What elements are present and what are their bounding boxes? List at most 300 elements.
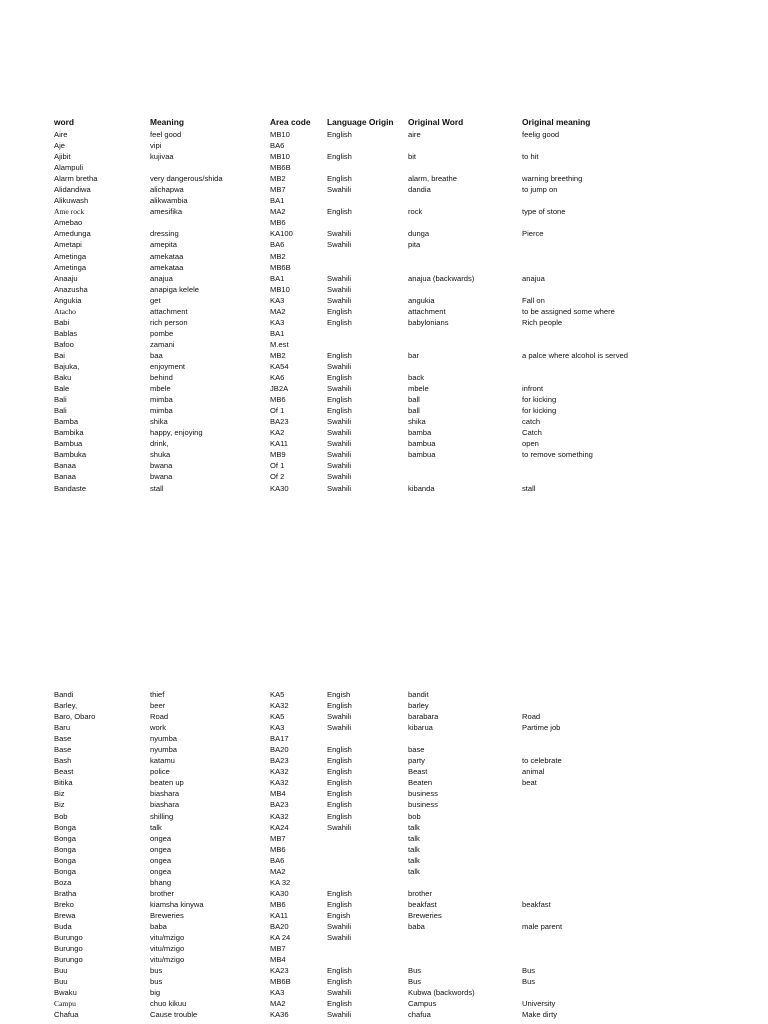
original-word-cell [408, 217, 522, 228]
area-code-cell: MA2 [270, 866, 286, 876]
meaning-cell: alichapwa [150, 185, 184, 195]
word-cell: Bai [54, 350, 65, 360]
table-row [54, 383, 754, 394]
table-row [54, 833, 754, 844]
original-word-cell: babylonians [408, 317, 449, 327]
language-origin-cell: Swahili [327, 450, 352, 460]
original-meaning-cell [522, 866, 752, 877]
meaning-cell: shuka [150, 450, 171, 460]
table-row [54, 173, 754, 184]
table-row [54, 788, 754, 799]
table-row [54, 449, 754, 460]
original-meaning-cell: Fall on [522, 295, 545, 305]
original-meaning-cell [522, 788, 752, 799]
word-cell: Alarm bretha [54, 174, 98, 184]
table-row [54, 965, 754, 976]
original-word-cell: talk [408, 833, 420, 843]
language-origin-cell: English [327, 745, 352, 755]
table-row [54, 822, 754, 833]
language-origin-cell: Swahili [327, 472, 352, 482]
header-meaning: Meaning [150, 117, 184, 127]
original-meaning-cell: male parent [522, 921, 563, 931]
table-row [54, 460, 754, 471]
word-table-part-1 [54, 116, 754, 494]
language-origin-cell: English [327, 999, 352, 1009]
original-meaning-cell [522, 262, 752, 273]
original-word-cell: Campus [408, 999, 437, 1009]
meaning-cell: brother [150, 888, 175, 898]
table-header-row [54, 116, 754, 129]
original-meaning-cell [522, 361, 752, 372]
area-code-cell: JB2A [270, 384, 289, 394]
language-origin-cell [327, 954, 408, 965]
table-row [54, 195, 754, 206]
area-code-cell: KA3 [270, 295, 285, 305]
table-row [54, 184, 754, 195]
meaning-cell: vitu/mzigo [150, 933, 185, 943]
word-cell: Barley, [54, 701, 78, 711]
word-cell: Amebao [54, 218, 83, 228]
meaning-cell: bwana [150, 472, 173, 482]
area-code-cell: MB10 [270, 130, 290, 139]
language-origin-cell: Swahili [327, 284, 352, 294]
word-cell: Bandaste [54, 483, 87, 493]
word-cell: Bonga [54, 866, 76, 876]
meaning-cell: mimba [150, 406, 173, 416]
word-cell: Ametinga [54, 262, 87, 272]
table-row [54, 483, 754, 494]
original-meaning-cell [522, 217, 752, 228]
language-origin-cell: Swahili [327, 712, 352, 722]
word-cell: Base [54, 745, 72, 755]
word-cell: Bambua [54, 439, 83, 449]
word-cell: Baro, Obaro [54, 712, 96, 722]
original-meaning-cell [522, 284, 752, 295]
original-meaning-cell [522, 833, 752, 844]
original-meaning-cell: to be assigned some where [522, 306, 615, 316]
original-meaning-cell: to hit [522, 152, 539, 162]
original-meaning-cell [522, 195, 752, 206]
word-cell: Babi [54, 317, 70, 327]
language-origin-cell: Engish [327, 690, 351, 699]
area-code-cell: BA1 [270, 328, 285, 338]
original-word-cell: mbele [408, 384, 429, 394]
word-cell: Biz [54, 800, 65, 810]
language-origin-cell: English [327, 977, 352, 987]
table-row [54, 755, 754, 766]
area-code-cell: KA54 [270, 361, 289, 371]
area-code-cell: MB4 [270, 789, 286, 799]
language-origin-cell: Swahili [327, 988, 352, 998]
language-origin-cell: Swahili [327, 229, 352, 239]
word-cell: Bonga [54, 833, 76, 843]
meaning-cell: anapiga kelele [150, 284, 199, 294]
original-meaning-cell: open [522, 439, 539, 449]
word-cell: Bandi [54, 690, 74, 699]
language-origin-cell: Swahili [327, 933, 352, 943]
header-original-word: Original Word [408, 117, 464, 127]
language-origin-cell: English [327, 373, 352, 383]
original-meaning-cell: Catch [522, 428, 542, 438]
word-cell: Bambuka [54, 450, 87, 460]
language-origin-cell: English [327, 174, 352, 184]
word-cell: Burungo [54, 944, 83, 954]
original-word-cell: Beast [408, 767, 428, 777]
area-code-cell: KA6 [270, 373, 285, 383]
original-meaning-cell: beakfast [522, 899, 551, 909]
table-row [54, 350, 754, 361]
area-code-cell: KA32 [270, 767, 289, 777]
meaning-cell: pombe [150, 328, 174, 338]
table-row [54, 976, 754, 987]
table-row [54, 427, 754, 438]
original-word-cell: business [408, 789, 438, 799]
language-origin-cell [327, 195, 408, 206]
original-meaning-cell: to jump on [522, 185, 558, 195]
original-meaning-cell [522, 689, 752, 700]
original-word-cell [408, 460, 522, 471]
original-meaning-cell [522, 987, 752, 998]
original-meaning-cell: anajua [522, 273, 545, 283]
area-code-cell: Of 1 [270, 406, 285, 416]
original-word-cell: talk [408, 855, 420, 865]
original-meaning-cell [522, 811, 752, 822]
meaning-cell: zamani [150, 339, 175, 349]
meaning-cell: ongea [150, 844, 172, 854]
area-code-cell: KA30 [270, 888, 289, 898]
word-cell: Alampuli [54, 163, 84, 173]
area-code-cell: KA100 [270, 229, 293, 239]
original-meaning-cell: Bus [522, 966, 536, 976]
original-meaning-cell [522, 855, 752, 866]
original-word-cell [408, 733, 522, 744]
original-meaning-cell [522, 251, 752, 262]
original-word-cell: dunga [408, 229, 430, 239]
meaning-cell: shika [150, 417, 168, 427]
language-origin-cell [327, 855, 408, 866]
word-cell: Bajuka, [54, 361, 80, 371]
meaning-cell: ongea [150, 833, 172, 843]
original-word-cell [408, 877, 522, 888]
area-code-cell: MB6 [270, 844, 286, 854]
original-word-cell [408, 328, 522, 339]
word-cell: Buu [54, 977, 68, 987]
original-word-cell: ball [408, 406, 420, 416]
area-code-cell: KA24 [270, 822, 289, 832]
table-row [54, 206, 754, 217]
word-cell: Ame rock [54, 207, 85, 217]
original-meaning-cell: catch [522, 417, 541, 427]
table-row [54, 921, 754, 932]
word-cell: Bash [54, 756, 72, 766]
original-meaning-cell: infront [522, 384, 544, 394]
word-cell: Chafua [54, 1010, 79, 1020]
area-code-cell: MB7 [270, 833, 286, 843]
language-origin-cell [327, 251, 408, 262]
meaning-cell: Road [150, 712, 169, 722]
language-origin-cell: Swahili [327, 240, 352, 250]
language-origin-cell [327, 877, 408, 888]
table-row [54, 394, 754, 405]
language-origin-cell: English [327, 966, 352, 976]
original-meaning-cell: feelig good [522, 130, 560, 139]
original-meaning-cell: warning breething [522, 174, 583, 184]
table-row [54, 844, 754, 855]
original-word-cell: bamba [408, 428, 432, 438]
language-origin-cell [327, 339, 408, 350]
table-row [54, 438, 754, 449]
table-row [54, 888, 754, 899]
table-row [54, 777, 754, 788]
area-code-cell: BA20 [270, 921, 289, 931]
area-code-cell: KA3 [270, 317, 285, 327]
word-cell: Bablas [54, 328, 78, 338]
area-code-cell: BA23 [270, 756, 289, 766]
language-origin-cell: English [327, 701, 352, 711]
original-word-cell: talk [408, 844, 420, 854]
area-code-cell: BA6 [270, 141, 285, 151]
meaning-cell: bus [150, 966, 163, 976]
table-row [54, 239, 754, 250]
original-word-cell [408, 361, 522, 372]
original-word-cell: barabara [408, 712, 439, 722]
language-origin-cell: English [327, 888, 352, 898]
meaning-cell: ongea [150, 866, 172, 876]
table-row [54, 217, 754, 228]
original-meaning-cell: animal [522, 767, 545, 777]
original-word-cell: alarm, breathe [408, 174, 457, 184]
area-code-cell: MB10 [270, 284, 290, 294]
original-meaning-cell [522, 733, 752, 744]
area-code-cell: MB6 [270, 395, 286, 405]
word-cell: Anaaju [54, 273, 78, 283]
word-cell: Bafoo [54, 339, 74, 349]
original-word-cell: ball [408, 395, 420, 405]
area-code-cell: MA2 [270, 999, 286, 1009]
original-meaning-cell [522, 844, 752, 855]
original-word-cell: beakfast [408, 899, 437, 909]
meaning-cell: mbele [150, 384, 171, 394]
original-word-cell: bit [408, 152, 417, 162]
table-row [54, 416, 754, 427]
language-origin-cell: English [327, 406, 352, 416]
meaning-cell: Breweries [150, 910, 184, 920]
word-cell: Brewa [54, 910, 76, 920]
table-row [54, 943, 754, 954]
table-row [54, 317, 754, 328]
original-meaning-cell [522, 822, 752, 833]
original-word-cell: base [408, 745, 425, 755]
original-meaning-cell: Partime job [522, 723, 561, 733]
word-cell: Bale [54, 384, 70, 394]
area-code-cell: Of 1 [270, 461, 285, 471]
area-code-cell: KA36 [270, 1010, 289, 1020]
meaning-cell: beaten up [150, 778, 184, 788]
area-code-cell: KA3 [270, 988, 285, 998]
original-meaning-cell: for kicking [522, 406, 557, 416]
language-origin-cell: English [327, 306, 352, 316]
original-word-cell: bambua [408, 450, 436, 460]
word-cell: Aire [54, 130, 68, 139]
area-code-cell: M.est [270, 339, 289, 349]
area-code-cell: KA 32 [270, 877, 291, 887]
original-word-cell: talk [408, 822, 420, 832]
area-code-cell: KA30 [270, 483, 289, 493]
area-code-cell: MB10 [270, 152, 290, 162]
meaning-cell: stall [150, 483, 164, 493]
meaning-cell: get [150, 295, 161, 305]
language-origin-cell: Swahili [327, 428, 352, 438]
table-row [54, 855, 754, 866]
language-origin-cell: English [327, 350, 352, 360]
original-meaning-cell [522, 471, 752, 482]
table-row [54, 910, 754, 921]
word-cell: Bitika [54, 778, 73, 788]
original-word-cell: Bus [408, 977, 422, 987]
meaning-cell: rich person [150, 317, 188, 327]
original-meaning-cell: a palce where alcohol is served [522, 350, 628, 360]
word-cell: Atacho [54, 306, 76, 316]
original-word-cell: talk [408, 866, 420, 876]
original-meaning-cell: type of stone [522, 207, 566, 217]
meaning-cell: alikwambia [150, 196, 188, 206]
area-code-cell: BA20 [270, 745, 289, 755]
original-meaning-cell: Bus [522, 977, 536, 987]
word-cell: Aje [54, 141, 65, 151]
meaning-cell [150, 162, 270, 173]
language-origin-cell: Swahili [327, 921, 352, 931]
table-row [54, 140, 754, 151]
original-meaning-cell [522, 943, 752, 954]
original-meaning-cell [522, 744, 752, 755]
original-word-cell: bob [408, 811, 421, 821]
language-origin-cell [327, 866, 408, 877]
meaning-cell: biashara [150, 800, 180, 810]
header-original-meaning: Original meaning [522, 117, 591, 127]
meaning-cell: amekataa [150, 262, 184, 272]
word-cell: Campu [54, 999, 76, 1009]
table-row [54, 151, 754, 162]
header-language-origin: Language Origin [327, 117, 394, 127]
original-meaning-cell: Road [522, 712, 541, 722]
area-code-cell: MB9 [270, 450, 286, 460]
table-row [54, 1009, 754, 1020]
original-word-cell: business [408, 800, 438, 810]
language-origin-cell: English [327, 395, 352, 405]
language-origin-cell: Swahili [327, 295, 352, 305]
table-row [54, 811, 754, 822]
original-meaning-cell: Pierce [522, 229, 544, 239]
meaning-cell: kiamsha kinywa [150, 899, 204, 909]
area-code-cell: MB2 [270, 174, 286, 184]
language-origin-cell: English [327, 811, 352, 821]
word-cell: Angukia [54, 295, 82, 305]
language-origin-cell: English [327, 130, 352, 139]
meaning-cell: talk [150, 822, 162, 832]
original-word-cell [408, 471, 522, 482]
meaning-cell: mimba [150, 395, 173, 405]
original-word-cell: aire [408, 130, 421, 139]
area-code-cell: Of 2 [270, 472, 285, 482]
table-row [54, 799, 754, 810]
language-origin-cell [327, 140, 408, 151]
original-word-cell: angukia [408, 295, 435, 305]
table-row [54, 987, 754, 998]
word-cell: Buda [54, 921, 72, 931]
word-cell: Bali [54, 406, 67, 416]
table-row [54, 328, 754, 339]
header-area-code: Area code [270, 117, 311, 127]
original-word-cell [408, 932, 522, 943]
table-row [54, 877, 754, 888]
original-word-cell: barley [408, 701, 429, 711]
table-row [54, 733, 754, 744]
area-code-cell: MB6B [270, 977, 291, 987]
original-word-cell [408, 251, 522, 262]
original-word-cell [408, 954, 522, 965]
table-row [54, 722, 754, 733]
meaning-cell: chuo kikuu [150, 999, 187, 1009]
word-cell: Amedunga [54, 229, 91, 239]
table-row [54, 866, 754, 877]
language-origin-cell: English [327, 317, 352, 327]
meaning-cell: bus [150, 977, 163, 987]
area-code-cell: KA11 [270, 910, 289, 920]
meaning-cell: bhang [150, 877, 172, 887]
word-cell: Ametapi [54, 240, 82, 250]
language-origin-cell: English [327, 207, 352, 217]
language-origin-cell [327, 262, 408, 273]
meaning-cell: vitu/mzigo [150, 944, 185, 954]
meaning-cell: dressing [150, 229, 179, 239]
original-word-cell: shika [408, 417, 426, 427]
meaning-cell: enjoyment [150, 361, 186, 371]
language-origin-cell [327, 162, 408, 173]
table-row [54, 251, 754, 262]
table-row [54, 284, 754, 295]
area-code-cell: MB2 [270, 251, 286, 261]
area-code-cell: KA3 [270, 723, 285, 733]
table-row [54, 766, 754, 777]
language-origin-cell: Engish [327, 910, 351, 920]
table-row [54, 471, 754, 482]
language-origin-cell: Swahili [327, 361, 352, 371]
language-origin-cell: Swahili [327, 822, 352, 832]
word-cell: Bali [54, 395, 67, 405]
area-code-cell: KA32 [270, 701, 289, 711]
meaning-cell: baa [150, 350, 163, 360]
original-meaning-cell: to remove something [522, 450, 593, 460]
original-word-cell: dandia [408, 185, 431, 195]
meaning-cell: amekataa [150, 251, 184, 261]
word-cell: Biz [54, 789, 65, 799]
original-meaning-cell [522, 700, 752, 711]
area-code-cell: MB7 [270, 944, 286, 954]
area-code-cell: MB4 [270, 955, 286, 965]
area-code-cell: KA5 [270, 712, 285, 722]
header-word: word [54, 117, 75, 127]
meaning-cell: anajua [150, 273, 173, 283]
original-meaning-cell: Rich people [522, 317, 563, 327]
word-cell: Alidandiwa [54, 185, 91, 195]
word-cell: Banaa [54, 461, 76, 471]
table-row [54, 339, 754, 350]
table-row [54, 700, 754, 711]
table-row [54, 162, 754, 173]
original-meaning-cell [522, 239, 752, 250]
word-cell: Base [54, 734, 72, 744]
original-meaning-cell: Make dirty [522, 1010, 558, 1020]
